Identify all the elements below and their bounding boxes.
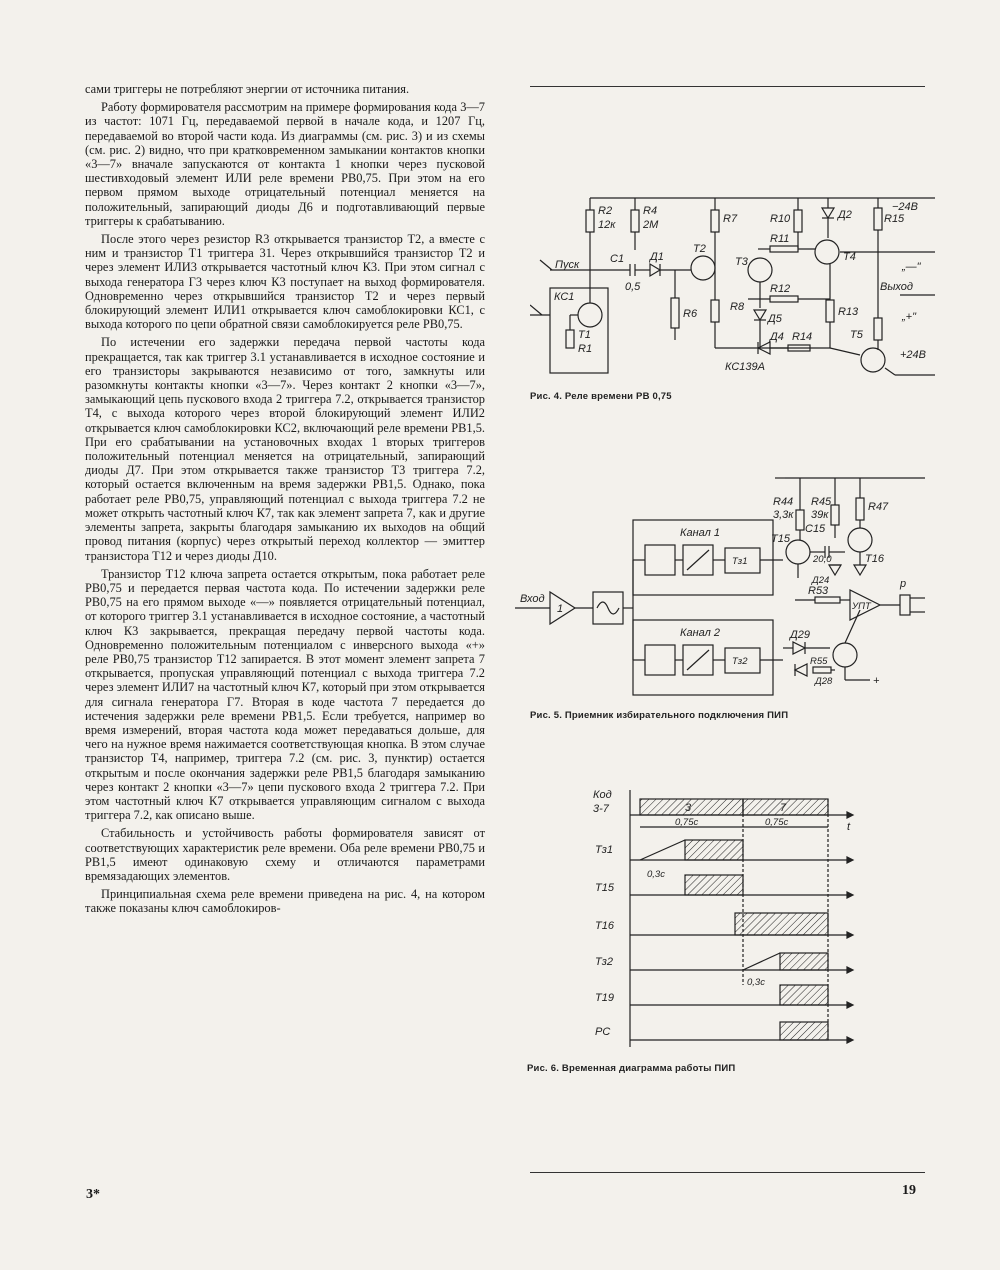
fig4-label: Пуск — [555, 259, 580, 271]
top-rule — [530, 86, 925, 87]
fig4-label: Т1 — [578, 329, 591, 341]
fig6-caption: Рис. 6. Временная диаграмма работы ПИП — [527, 1063, 736, 1074]
fig5-label: УПТ — [852, 601, 871, 612]
paragraph: По истечении его задержки передача первой частоты кода прекращается, так как триггер 3.1 устанавливается в исходное состояние и его транзисторы закрываются независимо от того, замкнуты или разомкнуты контакты кнопки «3—7». Через контакт 2 кнопки «3—7», замыкающий цепь пускового входа 2 триггера 7.2, открывается транзистор Т4, с выхода которого через второй блокирующий элемент ИЛИ2 открывается ключ самоблокировки КС2, включающий реле времени РВ1,5. При его срабатывании на установочных входах 1 вторых триггеров положительный потенциал меняется на отрицательный, запирающий диоды Д7. При этом открывается также транзистор Т3 триггера 7.2, который остается включенным на время задержки РВ1,5. Однако, пока работает реле РВ0,75, управляющий потенциал с выхода триггера 7.2 не может открыть частотный ключ К7, так как элемент запрета 7, как и другие элементы запрета, закрыты благодаря замыканию их выходов на общий провод питания (корпус) через открытый переход коллектор — эмиттер транзистора Т12 и через диоды Д10. — [85, 335, 485, 563]
fig5-label: R53 — [808, 585, 829, 597]
fig5-label: Тз2 — [732, 656, 748, 667]
fig4-label: КС1 — [554, 291, 575, 303]
fig5-label: Д29 — [790, 629, 810, 641]
fig4-label: Д5 — [768, 313, 782, 325]
fig4-label: „+" — [902, 311, 916, 323]
fig5-label: Канал 2 — [680, 627, 721, 639]
fig5-label: р — [900, 578, 907, 590]
fig5-schematic — [515, 470, 940, 705]
fig6-label: 0,75с — [675, 817, 699, 828]
fig4-label: 0,5 — [625, 281, 641, 293]
fig5-label: Д24 — [812, 575, 830, 586]
fig5-label: Тз1 — [732, 556, 748, 567]
fig4-label: Д4 — [770, 331, 784, 343]
fig4-label: +24В — [900, 349, 926, 361]
fig4-label: R8 — [730, 301, 745, 313]
fig5-label: R55 — [810, 656, 828, 667]
fig4-label: „—" — [902, 261, 921, 273]
fig4-label: R13 — [838, 306, 859, 318]
fig6-label: Код — [593, 789, 612, 801]
fig4-label: Т5 — [850, 329, 863, 341]
paragraph: Работу формирователя рассмотрим на примере формирования кода 3—7 из частот: 1071 Гц, передаваемой первой в начале кода, и 1207 Гц, передаваемой во второй части кода. Из диаграммы (см. рис. 3) и из схемы (см. рис. 2) видно, что при кратковременном замыкании контактов кнопки «3—7» вначале запускаются от контакта 1 кнопки через пусковой шестивходовый элемент ИЛИ реле времени РВ0,75. При этом на его первом прямом выходе отрицательный потенциал меняется на положительный, запирающий диоды Д6 и подготавливающий первые триггеры к срабатыванию. — [85, 100, 485, 228]
paragraph: сами триггеры не потребляют энергии от источника питания. — [85, 82, 410, 96]
fig4-label: КС139А — [725, 361, 765, 373]
paragraph: Транзистор Т12 ключа запрета остается открытым, пока работает реле РВ0,75 и передается первая частота кода. По истечении задержки реле РВ0,75 на его прямом выходе «—» появляется отрицательный потенциал, от которого триггер 3.1 устанавливается в исходное состояние, а частотный ключ К3 закрывается, прекращая передачу первой частоты кода. Одновременно положительным потенциалом с инверсного выхода «+» реле РВ0,75 транзистор Т12 запирается. В этот момент элемент запрета 7 открывается, пропуская управляющий потенциал с выхода триггера 7.2 через элемент ИЛИ7 на частотный ключ К7, который при этом открывается для сигнала генератора Г7. Вторая в коде частота 7 передается до истечения задержки реле времени РВ1,5. Если требуется, например во время измерений, вторая частота кода может передаваться дольше, для чего на нужное время нажимается соответствующая кнопка. В этом случае транзистор Т4, например, триггера 7.2 (см. рис. 3, пунктир) остается открытым и после окончания задержки реле РВ1,5 благодаря замыканию через контакт 2 кнопки «3—7» цепи пускового входа 2 триггера 7.2. При этом частотный ключ К7 открывается управляющим сигналом с выхода триггера 7.2, как описано выше. — [85, 566, 485, 823]
fig6-label: Т19 — [595, 992, 614, 1004]
page-number: 19 — [902, 1183, 916, 1198]
fig4-label: Д2 — [838, 209, 852, 221]
fig5-label: Канал 1 — [680, 527, 721, 539]
fig6-label: 0,3с — [647, 869, 665, 880]
article-text — [85, 82, 485, 920]
fig6-label: Тз2 — [595, 956, 613, 968]
fig5-label: 20,0 — [813, 554, 832, 565]
fig4-label: Т4 — [843, 251, 856, 263]
fig4-label: −24В — [892, 201, 918, 213]
fig5-label: R45 — [811, 496, 832, 508]
fig6-label: 0,3с — [747, 977, 765, 988]
fig6-timing-diagram — [585, 785, 870, 1055]
fig5-label: Т16 — [865, 553, 884, 565]
fig5-label: 1 — [557, 603, 564, 615]
fig6-label: t — [847, 821, 851, 833]
signature-mark: 3* — [86, 1187, 100, 1202]
fig4-label: 2М — [643, 219, 659, 231]
fig4-label: Д1 — [650, 251, 664, 263]
fig5-label: 39к — [811, 509, 829, 521]
fig6-label: 0,75с — [765, 817, 789, 828]
fig4-label: R12 — [770, 283, 791, 295]
fig6-label: Т16 — [595, 920, 614, 932]
fig4-label: R6 — [683, 308, 698, 320]
fig6-label: 7 — [780, 802, 787, 814]
fig6-label: Т15 — [595, 882, 614, 894]
bottom-rule — [530, 1172, 925, 1173]
fig4-label: R4 — [643, 205, 658, 217]
fig4-label: R11 — [770, 233, 790, 245]
fig6-label: Тз1 — [595, 844, 613, 856]
fig6-label: РС — [595, 1026, 611, 1038]
fig4-label: R14 — [792, 331, 813, 343]
fig6-label: 3 — [685, 802, 692, 814]
fig5-label: Д28 — [815, 676, 833, 687]
fig4-label: Т3 — [735, 256, 748, 268]
fig4-label: Выход — [880, 281, 914, 293]
paragraph: После этого через резистор R3 открывается транзистор Т2, а вместе с ним и транзистор Т1 триггера 31. Через открывшийся транзистор Т2 и через элемент ИЛИ3 открывается частотный ключ К3. При этом сигнал с выхода генератора Г3 через ключ К3 поступает на выход формирователя. Одновременно через открывшийся транзистор Т2 и через первый блокирующий элемент ИЛИ1 открывается ключ самоблокировки КС1, с выхода которого по цепи обратной связи самоблокируется реле РВ0,75. — [85, 232, 485, 332]
paragraph: Стабильность и устойчивость работы формирователя зависят от соответствующих характеристик реле времени. Оба реле времени РВ0,75 и РВ1,5 имеют одинаковую схему и отличаются параметрами времязадающих элементов. — [85, 826, 485, 883]
fig4-label: R2 — [598, 205, 613, 217]
fig4-label: R7 — [723, 213, 738, 225]
fig4-label: С1 — [610, 253, 625, 265]
fig5-label: R47 — [868, 501, 889, 513]
fig5-label: Вход — [520, 593, 545, 605]
paragraph: Принципиальная схема реле времени приведена на рис. 4, на котором также показаны ключ самоблокиров- — [85, 887, 485, 916]
fig5-label: С15 — [805, 523, 826, 535]
fig4-label: R10 — [770, 213, 791, 225]
fig5-label: Т15 — [771, 533, 790, 545]
fig4-label: Т2 — [693, 243, 706, 255]
fig4-label: R1 — [578, 343, 593, 355]
fig5-label: R44 — [773, 496, 794, 508]
fig5-label: 3,3к — [773, 509, 794, 521]
fig6-label: 3-7 — [593, 803, 609, 815]
fig4-label: R15 — [884, 213, 905, 225]
fig4-label: 12к — [598, 219, 616, 231]
fig5-label: + — [873, 675, 880, 687]
fig4-caption: Рис. 4. Реле времени РВ 0,75 — [530, 391, 672, 402]
fig4-schematic — [530, 190, 935, 385]
fig5-caption: Рис. 5. Приемник избирательного подключения ПИП — [530, 710, 789, 721]
